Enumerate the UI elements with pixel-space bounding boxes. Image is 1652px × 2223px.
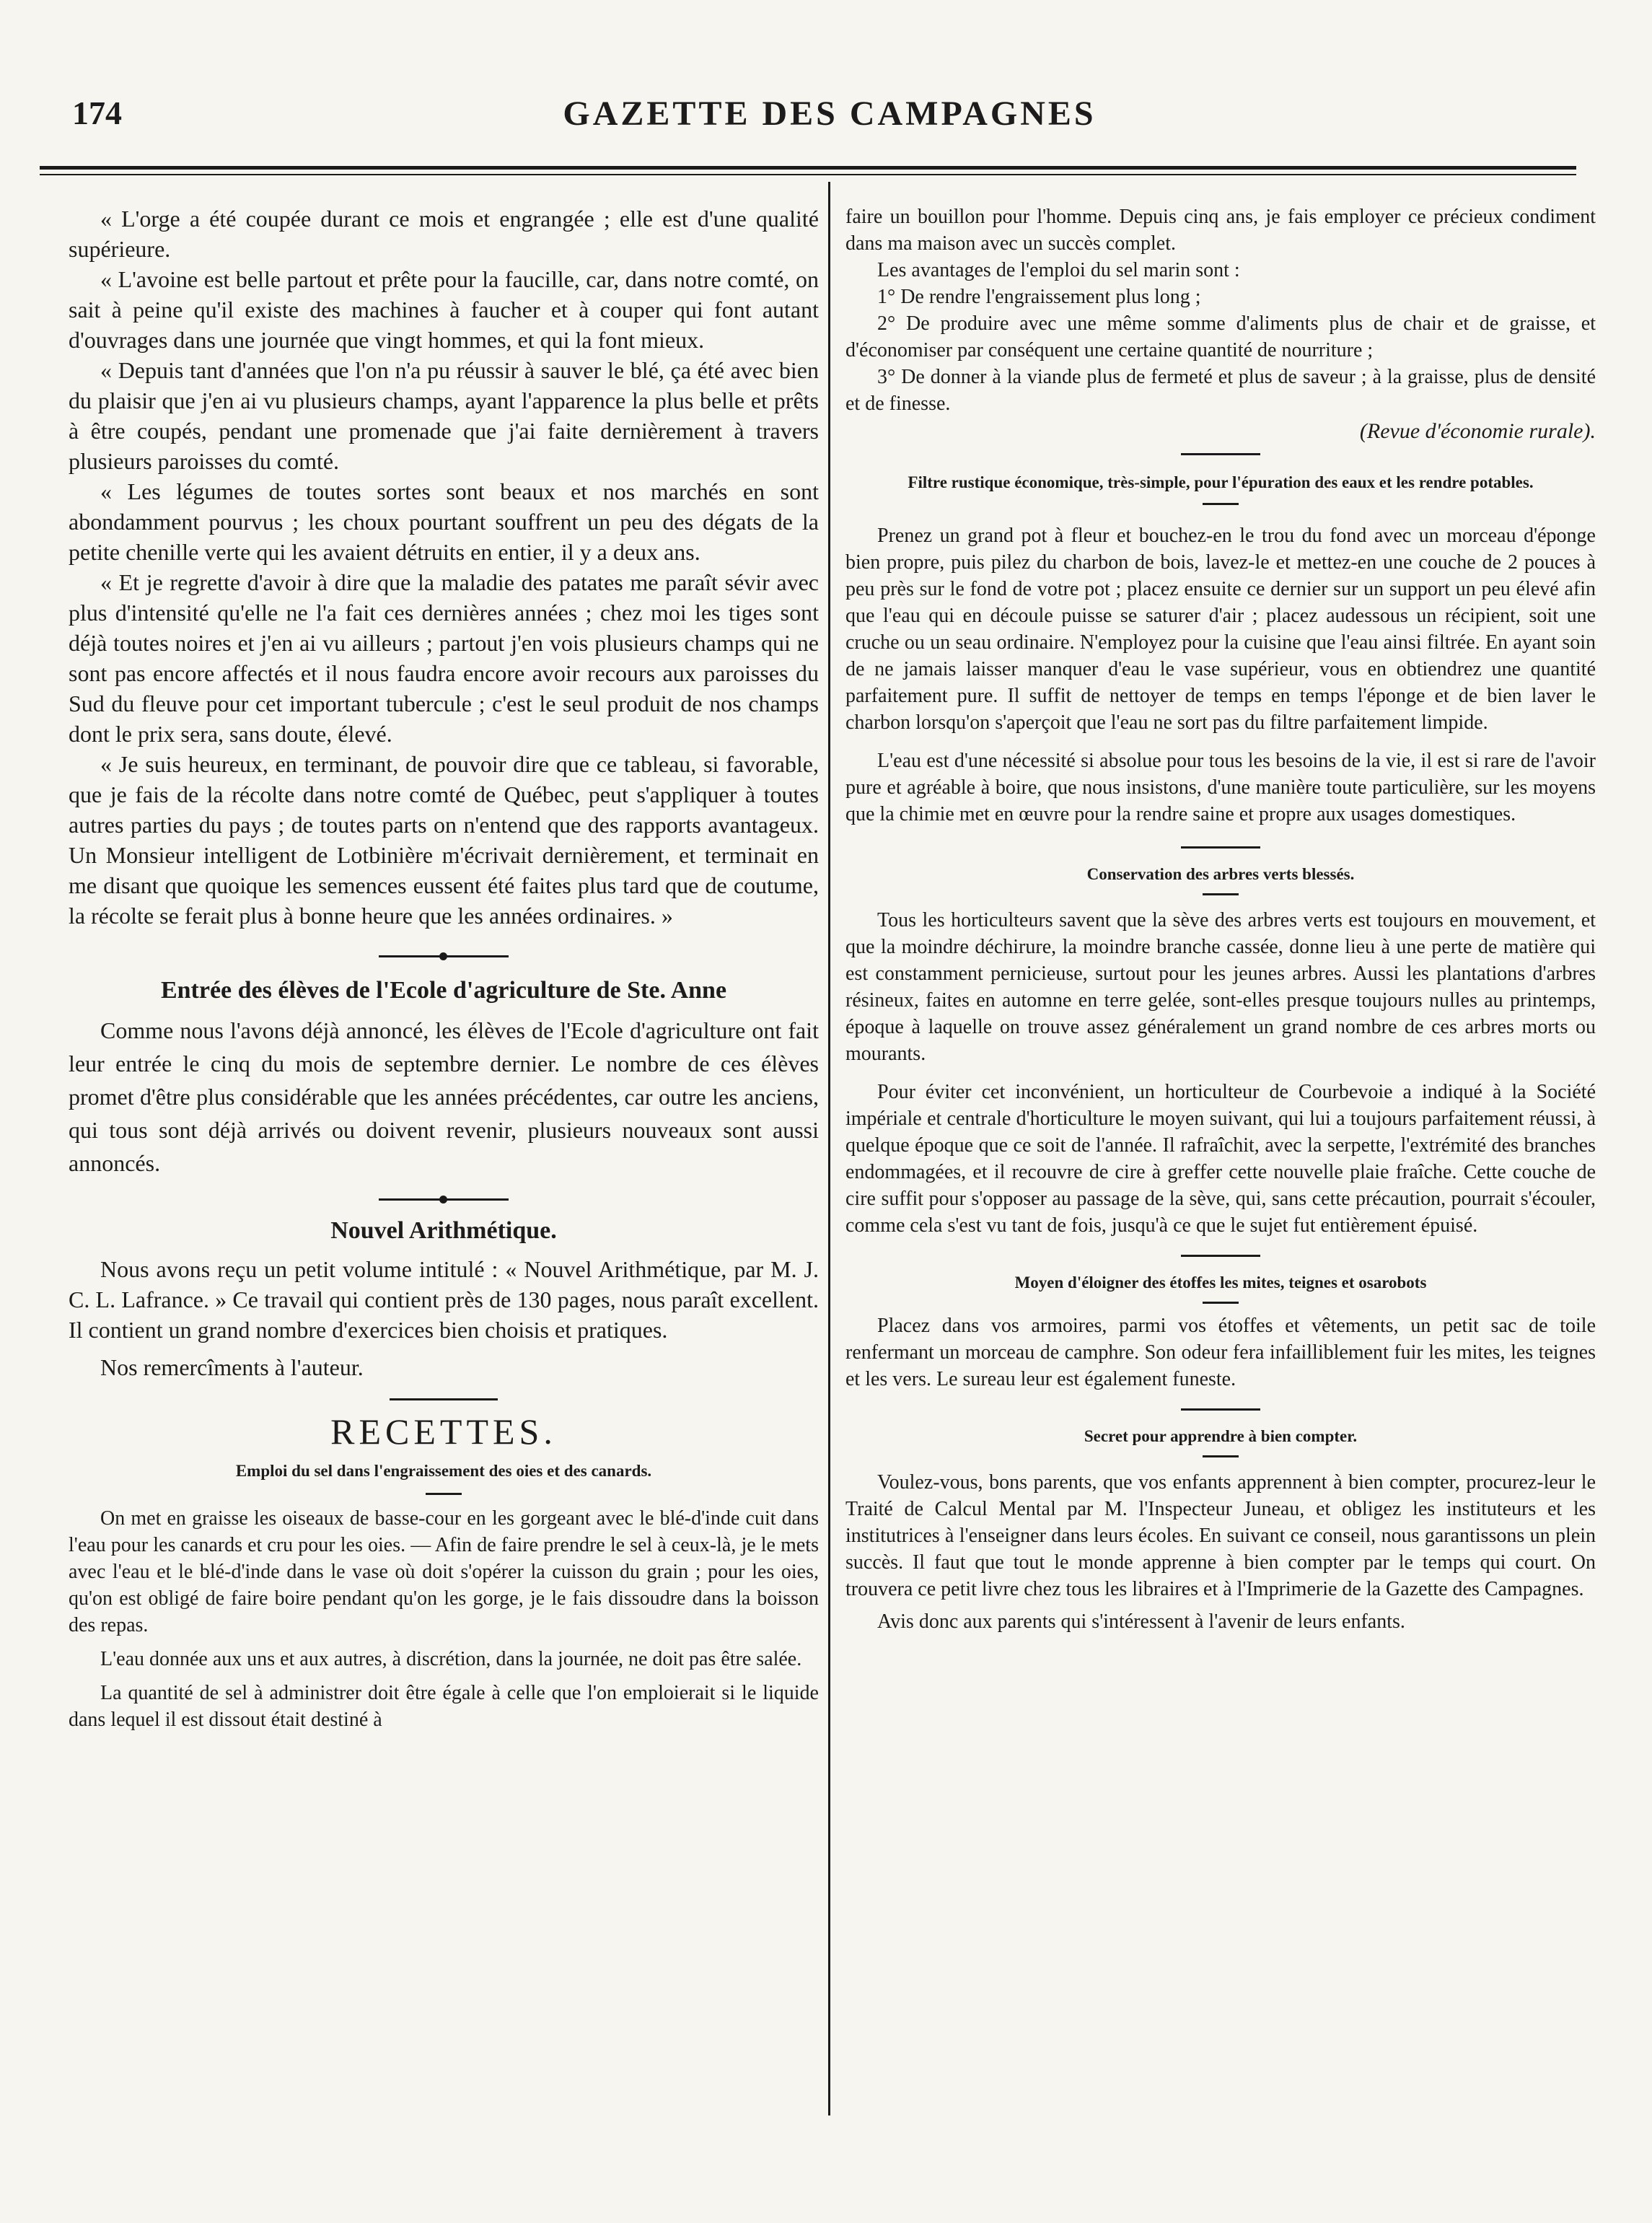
heading-sel: Emploi du sel dans l'engraissement des oies et des canards. [235, 1462, 652, 1480]
paragraph-sel-3: La quantité de sel à administrer doit être égale à celle que l'on emploierait si le liquide dans lequel il est dissout était destiné à [69, 1682, 819, 1731]
paragraph-ble: « Depuis tant d'années que l'on n'a pu réussir à sauver le blé, ça été avec bien du plaisir que j'en ai vu plusieurs champs, ayant l'apparence la plus belle et prêts à être coupés, pendant une promenade que j'ai faite dernièrement à travers plusieurs paroisses du comté. [69, 357, 819, 474]
paragraph-avantage-2: 2° De produire avec une même somme d'aliments plus de chair et de graisse, et d'économiser par conséquent une certaine quantité de nourriture ; [845, 312, 1596, 361]
column-divider [828, 182, 830, 2115]
paragraph-compter-1: Voulez-vous, bons parents, que vos enfants apprennent à bien compter, procurez-leur le Traité de Calcul Mental par M. l'Inspecteur Juneau, et obligez les instituteurs et les institutrices à l'enseigner dans leurs écoles. En suivant ce conseil, nous garantissons un plein succès. Il faut que tout le monde apprenne à bien compter par le temps qui court. On trouvera ce petit livre chez tous les libraires et à l'Imprimerie de la Gazette des Campagnes. [845, 1471, 1596, 1600]
heading-mites: Moyen d'éloigner des étoffes les mites, teignes et osarobots [1014, 1273, 1427, 1292]
short-rule [1203, 1302, 1239, 1304]
short-rule [1203, 893, 1239, 895]
paragraph-avantages: Les avantages de l'emploi du sel marin sont : [877, 259, 1240, 281]
paragraph-conclusion: « Je suis heureux, en terminant, de pouvoir dire que ce tableau, si favorable, que je fais de la récolte dans notre comté de Québec, peut s'appliquer à toutes autres parties du pays ; de toutes parts on n'entend que des rapports avantageux. Un Monsieur intelligent de Lotbinière m'écrivait dernièrement, et terminait en me disant que quoique les semences eussent été faites plus tard que de coutume, la récolte se ferait plus à bonne heure que les années ordinaires. » [69, 751, 819, 929]
right-column [845, 203, 1596, 1635]
masthead: GAZETTE DES CAMPAGNES [563, 95, 1097, 133]
section-rule [1181, 1255, 1260, 1257]
short-rule [426, 1493, 462, 1495]
paragraph-patates: « Et je regrette d'avoir à dire que la maladie des patates me paraît sévir avec plus d'intensité qu'elle ne l'a fait ces dernières années ; chez moi les tiges sont déjà toutes noires et j'en ai vu ailleurs ; partout j'en vois plusieurs champs qui ne sont pas encore affectés et il nous faudra encore avoir recours aux paroisses du Sud du fleuve pour cet important tubercule ; c'est le seul produit de nos champs dont le prix sera, sans doute, élevé. [69, 569, 819, 747]
paragraph-arbres-2: Pour éviter cet inconvénient, un horticulteur de Courbevoie a indiqué à la Société impériale et centrale d'horticulture le moyen suivant, qui lui a toujours parfaitement réussi, à quelque époque que ce soit de l'année. Il rafraîchit, avec la serpette, l'extrémité des branches endommagées, et il recouvre de cire à greffer cette nouvelle plaie fraîche. Cette couche de cire suffit pour s'opposer au passage de la sève, qui, sans cette précaution, pourrait s'écouler, comme cela s'est vu tant de fois, jusqu'à ce que le sujet fut entièrement épuisé. [845, 1081, 1596, 1237]
paragraph-ecole: Comme nous l'avons déjà annoncé, les élèves de l'Ecole d'agriculture ont fait leur entrée le cinq du mois de septembre dernier. Le nombre de ces élèves promet d'être plus considérable que les années précédentes, car outre les anciens, qui tous sont déjà arrivés ou doivent revenir, plusieurs nouveaux sont aussi annoncés. [69, 1017, 819, 1176]
section-rule [1181, 1408, 1260, 1411]
paragraph-sel-2: L'eau donnée aux uns et aux autres, à discrétion, dans la journée, ne doit pas être salée. [100, 1648, 802, 1670]
short-rule [1203, 503, 1239, 505]
paragraph-avantage-1: 1° De rendre l'engraissement plus long ; [877, 286, 1201, 308]
paragraph-avoine: « L'avoine est belle partout et prête pour la faucille, car, dans notre comté, on sait à peine qu'il existe des machines à faucher et à couper qui font autant d'ouvrages dans une journée que vingt hommes, et qui la font mieux. [69, 266, 819, 353]
paragraph-filtre-1: Prenez un grand pot à fleur et bouchez-en le trou du fond avec un morceau d'éponge bien propre, puis pilez du charbon de bois, lavez-le et mettez-en une couche de 2 pouces à peu près sur le fond de votre pot ; placez ensuite ce dernier sur un support un peu élevé afin que l'eau qui en découle puisse se saturer d'air ; placez audessous un récipient, soit une cruche ou un seau ordinaire. N'employez pour la cuisine que l'eau ainsi filtrée. En ayant soin de ne jamais laisser manquer d'eau le vase supérieur, vous en obtiendrez une quantité parfaitement pure. Il suffit de nettoyer de temps en temps l'éponge et de bien laver le charbon lorsqu'on s'aperçoit que l'eau ne sort pas du filtre parfaitement limpide. [845, 525, 1596, 734]
short-rule [1203, 1455, 1239, 1457]
heading-arbres: Conservation des arbres verts blessés. [1086, 865, 1355, 883]
heading-compter: Secret pour apprendre à bien compter. [1084, 1427, 1358, 1445]
heading-arithmetique: Nouvel Arithmétique. [330, 1217, 557, 1244]
section-ornament [379, 1198, 509, 1201]
paragraph-mites: Placez dans vos armoires, parmi vos étoffes et vêtements, un petit sac de toile renfermant un morceau de camphre. Son odeur fera infailliblement fuir les mites, les teignes et les vers. Le sureau leur est également funeste. [845, 1315, 1596, 1390]
paragraph-arbres-1: Tous les horticulteurs savent que la sève des arbres verts est toujours en mouvement, et que la moindre déchirure, la moindre branche cassée, donne lieu à une perte de matière qui est constamment pernicieuse, surtout pour les jeunes arbres. Aussi les plantations d'arbres résineux, faites en automne en terre gelée, sont-elles presque toujours nulles au printemps, époque à laquelle on trouve assez généralement un grand nombre de ces arbres morts ou mourants. [845, 909, 1596, 1065]
paragraph-bouillon: faire un bouillon pour l'homme. Depuis cinq ans, je fais employer ce précieux condiment dans ma maison avec un succès complet. [845, 206, 1596, 255]
paragraph-arithmetique: Nous avons reçu un petit volume intitulé : « Nouvel Arithmétique, par M. J. C. L. Lafrance. » Ce travail qui contient près de 130 pages, nous paraît excellent. Il contient un grand nombre d'exercices bien choisis et pratiques. [69, 1256, 819, 1343]
section-rule [1181, 846, 1260, 849]
page-header [72, 94, 1587, 137]
section-rule [390, 1398, 498, 1400]
paragraph-remerciements: Nos remercîments à l'auteur. [100, 1354, 364, 1380]
header-rule-thin [40, 174, 1576, 175]
heading-recettes: RECETTES. [330, 1411, 557, 1452]
header-rule-thick [40, 166, 1576, 170]
paragraph-sel-1: On met en graisse les oiseaux de basse-cour en les gorgeant avec le blé-d'inde cuit dans l'eau pour les canards et cru pour les oies. — Afin de faire prendre le sel à ceux-là, je le mets avec l'eau et le blé-d'inde dans le vase où doit s'opérer la cuisson du grain ; pour les oies, qu'on est obligé de faire boire pendant qu'on les gorge, je le fais dissoudre dans la boisson des repas. [69, 1507, 819, 1636]
paragraph-orge: « L'orge a été coupée durant ce mois et engrangée ; elle est d'une qualité supérieure. [69, 206, 819, 262]
section-ornament [379, 955, 509, 957]
paragraph-legumes: « Les légumes de toutes sortes sont beaux et nos marchés en sont abondamment pourvus ; les choux pourtant souffrent un peu des dégats de la petite chenille verte qui les avaient détruits en entier, il y a deux ans. [69, 478, 819, 565]
heading-filtre: Filtre rustique économique, très-simple, pour l'épuration des eaux et les rendre potables. [908, 473, 1534, 491]
source-signature: (Revue d'économie rurale). [1359, 419, 1596, 443]
page-number: 174 [72, 95, 122, 131]
left-column [69, 203, 819, 1733]
paragraph-filtre-2: L'eau est d'une nécessité si absolue pour tous les besoins de la vie, il est si rare de l'avoir pure et agréable à boire, que nous insistons, d'une manière toute particulière, sur les moyens que la chimie met en œuvre pour la rendre saine et propre aux usages domestiques. [845, 750, 1596, 825]
section-rule [1181, 453, 1260, 455]
paragraph-compter-2: Avis donc aux parents qui s'intéressent à l'avenir de leurs enfants. [877, 1610, 1405, 1633]
paragraph-avantage-3: 3° De donner à la viande plus de fermeté et plus de saveur ; à la graisse, plus de densité et de finesse. [845, 366, 1596, 415]
heading-ecole: Entrée des élèves de l'Ecole d'agriculture de Ste. Anne [160, 977, 727, 1004]
